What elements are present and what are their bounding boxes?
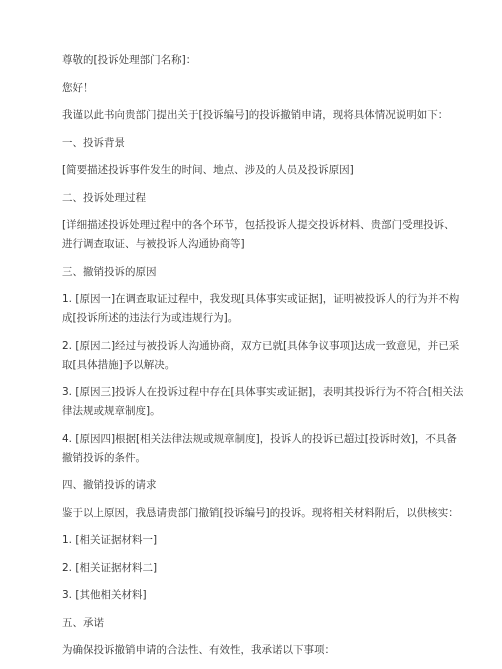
section-heading: 四、撤销投诉的请求 [62, 479, 157, 491]
reason-item: 4. [原因四]根据[相关法律法规或规章制度]，投诉人的投诉已超过[投诉时效]，不具备撤销投诉的条件。 [62, 432, 457, 464]
reason-item: 2. [原因二]经过与被投诉人沟通协商，双方已就[具体争议事项]达成一致意见，并已采取[具体措施]予以解决。 [62, 339, 460, 371]
section-body: [简要描述投诉事件发生的时间、地点、涉及的人员及投诉原因] [62, 164, 354, 176]
section-heading: 五、承诺 [62, 616, 104, 629]
section-body: 鉴于以上原因，我恳请贵部门撤销[投诉编号]的投诉。现将相关材料附后，以供核实： [62, 506, 459, 519]
section-heading: 三、撤销投诉的原因 [62, 265, 157, 278]
reason-item: 3. [原因三]投诉人在投诉过程中存在[具体事实或证据]，表明其投诉行为不符合[相关法律法规或规章制度]。 [62, 386, 464, 417]
section-heading: 一、投诉背景 [62, 136, 125, 149]
section-body: [详细描述投诉处理过程中的各个环节，包括投诉人提交投诉材料、贵部门受理投诉、进行调查取证、与被投诉人沟通协商等] [62, 219, 455, 250]
greeting: 您好！ [62, 81, 94, 94]
material-item: 1. [相关证据材料一] [62, 534, 158, 546]
section-heading: 二、投诉处理过程 [62, 191, 146, 204]
intro-paragraph: 我谨以此书向贵部门提出关于[投诉编号]的投诉撤销申请，现将具体情况说明如下： [62, 109, 449, 121]
material-item: 2. [相关证据材料二] [62, 561, 158, 574]
reason-item: 1. [原因一]在调查取证过程中，我发现[具体事实或证据]，证明被投诉人的行为并不构成[投诉所述的违法行为或违规行为]。 [62, 293, 460, 324]
document-page [62, 51, 464, 669]
material-item: 3. [其他相关材料] [62, 589, 147, 601]
salutation: 尊敬的[投诉处理部门名称]： [62, 54, 197, 66]
section-body: 为确保投诉撤销申请的合法性、有效性，我承诺以下事项： [62, 644, 335, 656]
